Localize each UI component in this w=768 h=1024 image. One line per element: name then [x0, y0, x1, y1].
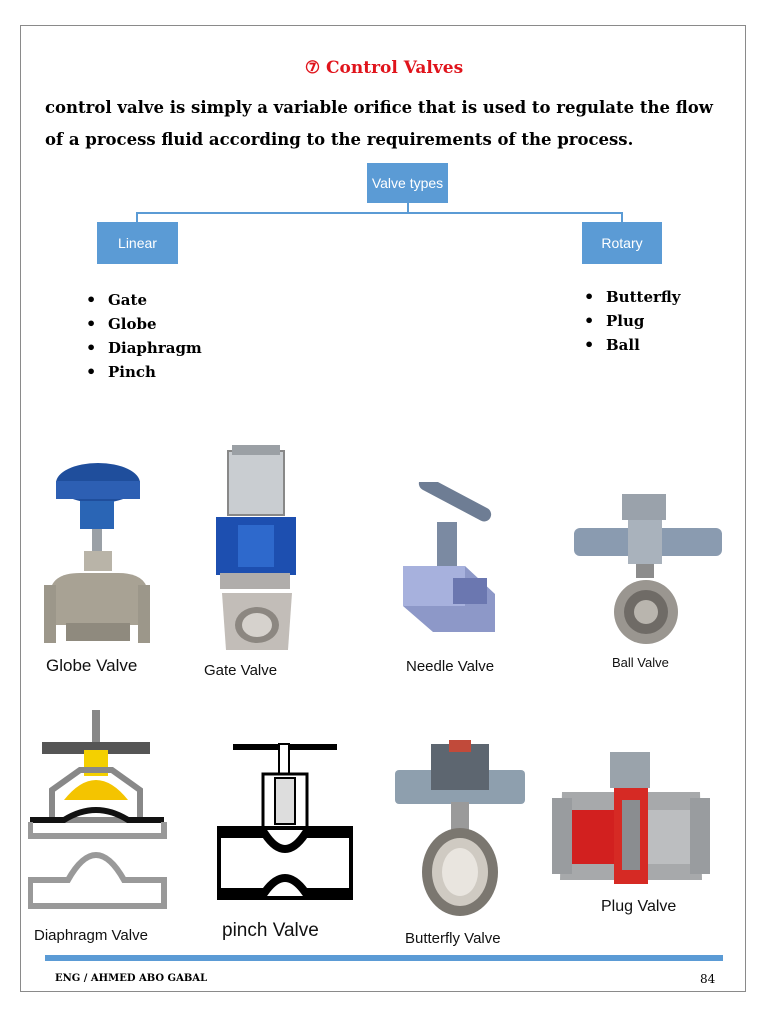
valve-types-label: Valve types: [371, 175, 444, 191]
list-item: • Diaphragm: [86, 336, 202, 360]
pinch-valve-image: [215, 738, 355, 908]
footer-author: ENG / AHMED ABO GABAL: [55, 973, 208, 984]
linear-box: [97, 222, 178, 264]
linear-label: Linear: [118, 235, 157, 251]
list-item: • Plug: [584, 309, 681, 333]
butterfly-valve-image: [395, 740, 525, 920]
rotary-box: [582, 222, 662, 264]
intro-paragraph: control valve is simply a variable orifice that is used to regulate the flow of a process fluid according to the requirements of the process.: [45, 98, 713, 149]
section-title: ⑦ Control Valves: [304, 58, 464, 78]
plug-valve-image: [552, 752, 710, 897]
ball-valve-image: [568, 492, 728, 652]
list-item: • Globe: [86, 312, 202, 336]
diaphragm-valve-caption: Diaphragm Valve: [34, 927, 148, 944]
valve-types-box: [367, 163, 448, 203]
connector-rotary: [621, 212, 623, 222]
globe-valve-image: [40, 455, 155, 655]
pinch-valve-caption: pinch Valve: [222, 920, 319, 941]
ball-valve-caption: Ball Valve: [612, 655, 669, 670]
page-number: 84: [700, 972, 716, 986]
list-item: • Butterfly: [584, 285, 681, 309]
rotary-list: [584, 285, 681, 357]
globe-valve-caption: Globe Valve: [46, 656, 138, 675]
list-item: • Gate: [86, 288, 202, 312]
butterfly-valve-caption: Butterfly Valve: [405, 930, 501, 947]
footer-divider: [45, 955, 723, 961]
diaphragm-valve-image: [28, 710, 168, 920]
connector-horizontal: [136, 212, 622, 214]
needle-valve-caption: Needle Valve: [406, 658, 495, 675]
linear-list: [86, 288, 202, 384]
needle-valve-image: [395, 482, 500, 642]
connector-linear: [136, 212, 138, 222]
rotary-label: Rotary: [601, 235, 643, 251]
list-item: • Pinch: [86, 360, 202, 384]
list-item: • Ball: [584, 333, 681, 357]
plug-valve-caption: Plug Valve: [601, 898, 677, 915]
gate-valve-caption: Gate Valve: [204, 662, 278, 679]
gate-valve-image: [210, 445, 305, 655]
